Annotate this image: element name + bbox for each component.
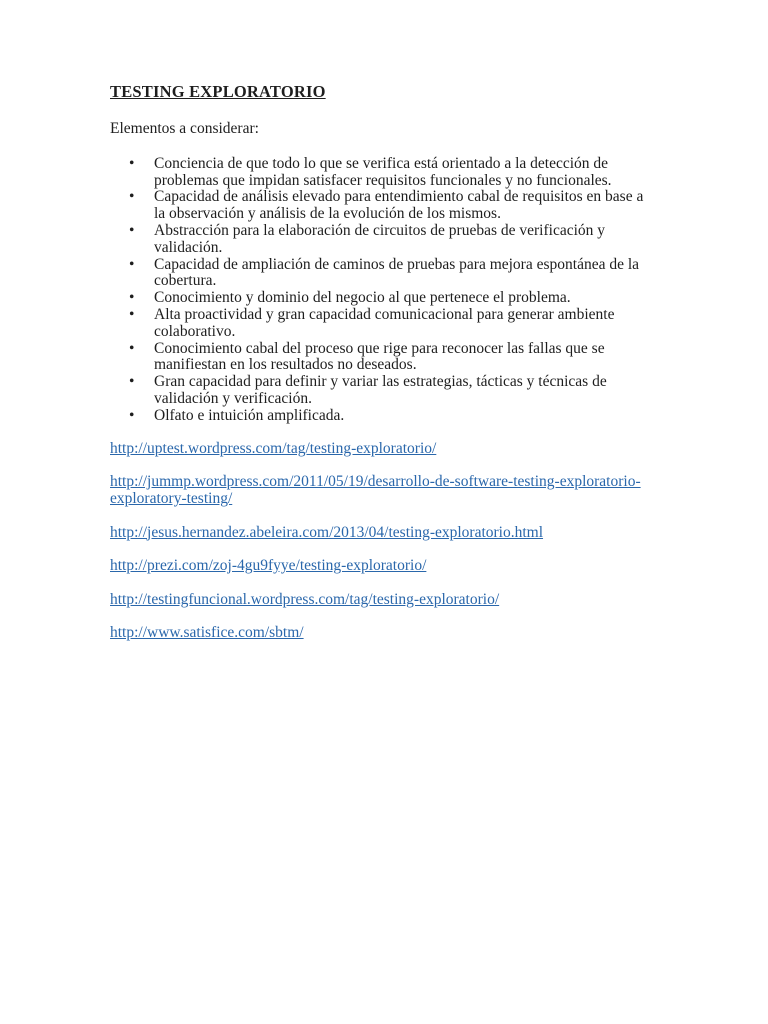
link-uptest[interactable]: http://uptest.wordpress.com/tag/testing-exploratorio/ [110,439,437,457]
list-item: • Olfato e intuición amplificada. [154,408,658,425]
link-jesus-hernandez[interactable]: http://jesus.hernandez.abeleira.com/2013/04/testing-exploratorio.html [110,523,544,541]
list-item: • Alta proactividad y gran capacidad comunicacional para generar ambiente colaborativo. [154,307,658,341]
link-prezi[interactable]: http://prezi.com/zoj-4gu9fyye/testing-exploratorio/ [110,557,427,575]
link-row [110,525,658,542]
link-row [110,558,658,575]
list-item: • Conciencia de que todo lo que se verifica está orientado a la detección de problemas que impidan satisfacer requisitos funcionales y no funcionales. [154,156,658,190]
link-row [110,474,658,508]
list-item: • Gran capacidad para definir y variar las estrategias, tácticas y técnicas de validación y verificación. [154,374,658,408]
link-testingfuncional[interactable]: http://testingfuncional.wordpress.com/tag/testing-exploratorio/ [110,590,500,608]
intro-text: Elementos a considerar: [110,120,259,137]
link-row [110,592,658,609]
list-item: • Conocimiento cabal del proceso que rige para reconocer las fallas que se manifiestan en los resultados no deseados. [154,341,658,375]
page-title: TESTING EXPLORATORIO [110,82,326,101]
list-item: • Capacidad de análisis elevado para entendimiento cabal de requisitos en base a la observación y análisis de la evolución de los mismos. [154,189,658,223]
list-item: • Capacidad de ampliación de caminos de pruebas para mejora espontánea de la cobertura. [154,257,658,291]
links-section [110,441,658,643]
link-satisfice[interactable]: http://www.satisfice.com/sbtm/ [110,624,304,642]
link-row [110,625,658,642]
link-row [110,441,658,458]
list-item: • Abstracción para la elaboración de circuitos de pruebas de verificación y validación. [154,223,658,257]
considerations-list [110,156,658,425]
list-item: • Conocimiento y dominio del negocio al que pertenece el problema. [154,290,658,307]
link-jummp[interactable]: http://jummp.wordpress.com/2011/05/19/desarrollo-de-software-testing-exploratorio-exploratory-testing/ [110,473,641,507]
